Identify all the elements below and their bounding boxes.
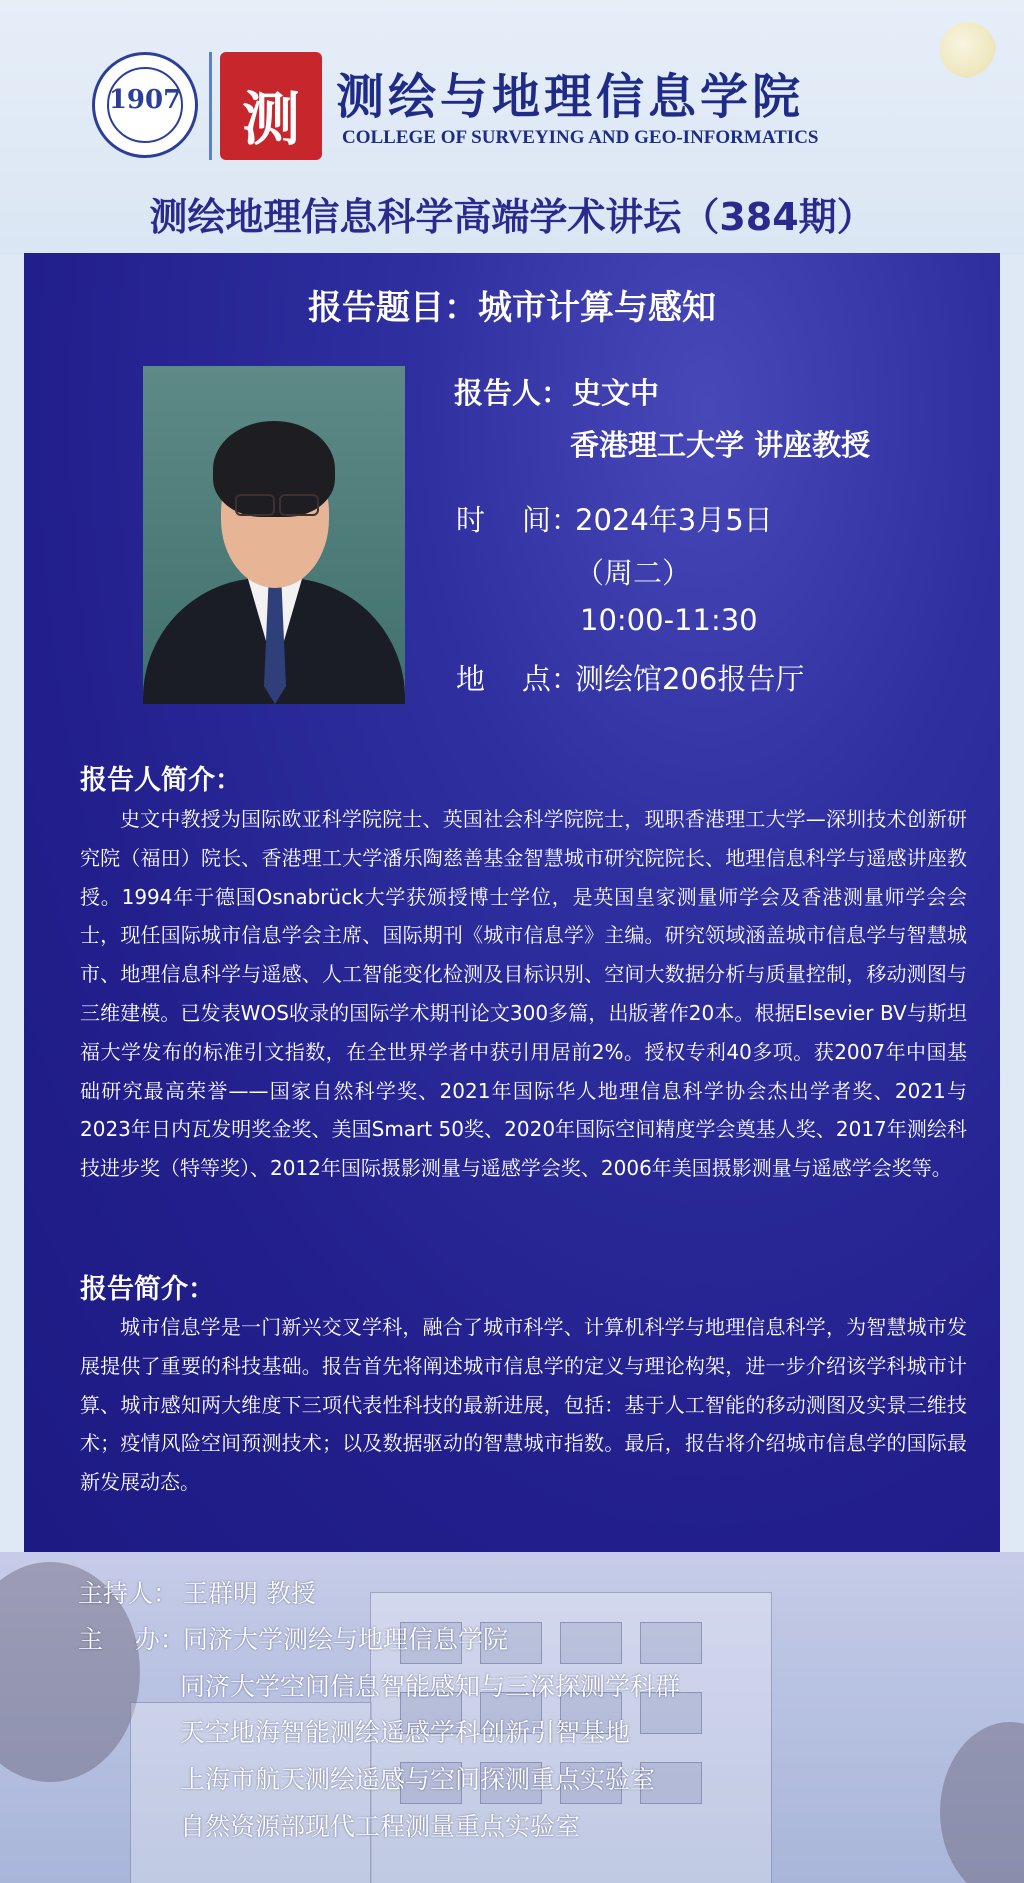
sponsor-item: 同济大学空间信息智能感知与三深探测学科群 <box>180 1672 681 1701</box>
college-name-en: COLLEGE OF SURVEYING AND GEO-INFORMATICS <box>342 127 819 148</box>
main-panel <box>24 253 1000 1553</box>
forum-title: 测绘地理信息科学高端学术讲坛（384期） <box>149 195 875 239</box>
moon-decoration <box>940 22 996 78</box>
abstract-text: 城市信息学是一门新兴交叉学科，融合了城市科学、计算机科学与地理信息科学，为智慧城市发展提供了重要的科技基础。报告首先将阐述城市信息学的定义与理论构架，进一步介绍该学科城市计算、城市感知两大维度下三项代表性科技的最新进展，包括：基于人工智能的移动测图及实景三维技术；疫情风险空间预测技术；以及数据驱动的智慧城市指数。最后，报告将介绍城市信息学的国际最新发展动态。 <box>80 1315 967 1495</box>
tongji-university-seal-logo <box>92 52 198 158</box>
building-window <box>560 1622 622 1664</box>
logo-divider <box>209 52 212 160</box>
speaker-label: 报告人： <box>454 376 571 410</box>
bio-text: 史文中教授为国际欧亚科学院院士、英国社会科学院院士，现职香港理工大学—深圳技术创新研究院（福田）院长、香港理工大学潘乐陶慈善基金智慧城市研究院院长、地理信息科学与遥感讲座教授。1994年于德国Osnabrück大学获颁授博士学位，是英国皇家测量师学会及香港测量师学会会士，现任国际城市信息学会主席、国际期刊《城市信息学》主编。研究领域涵盖城市信息学与智慧城市、地理信息科学与遥感、人工智能变化检测及目标识别、空间大数据分析与质量控制，移动测图与三维建模。已发表WOS收录的国际学术期刊论文300多篇，出版著作20本。根据Elsevier BV与斯坦福大学发布的标准引文指数，在全世界学者中获引用居前2%。授权专利40多项。获2007年中国基础研究最高荣誉——国家自然科学奖、2021年国际华人地理信息科学协会杰出学者奖、2021与2023年日内瓦发明奖金奖、美国Smart 50奖、2020年国际空间精度学会奠基人奖、2017年测绘科技进步奖（特等奖）、2012年国际摄影测量与遥感学会奖、2006年美国摄影测量与遥感学会奖等。 <box>80 807 967 1181</box>
abstract-heading: 报告简介： <box>80 1274 215 1305</box>
header <box>0 0 1024 255</box>
speaker-affiliation: 香港理工大学 讲座教授 <box>570 428 871 462</box>
speaker-photo <box>143 366 405 704</box>
place-label: 地 点： <box>456 662 580 696</box>
sponsor-item: 天空地海智能测绘遥感学科创新引智基地 <box>180 1718 631 1747</box>
place-value: 测绘馆206报告厅 <box>575 662 805 696</box>
seal-mark: 1907 <box>108 85 182 115</box>
report-title: 报告题目：城市计算与感知 <box>308 288 716 328</box>
photo-glasses-right <box>279 494 319 516</box>
time-label: 时 间： <box>456 503 580 537</box>
bio-heading: 报告人简介： <box>80 765 242 796</box>
building-window <box>640 1622 702 1664</box>
tree-right-decoration <box>940 1722 1024 1883</box>
time-value: 10:00-11:30 <box>580 603 758 637</box>
speaker-name: 史文中 <box>572 376 660 410</box>
date-value: 2024年3月5日 <box>575 503 773 537</box>
sponsor-label: 主 办： <box>78 1625 185 1654</box>
host-label: 主持人： <box>78 1579 179 1608</box>
sponsor-item: 上海市航天测绘遥感与空间探测重点实验室 <box>180 1765 656 1794</box>
sponsor-item: 同济大学测绘与地理信息学院 <box>183 1625 509 1654</box>
college-name-cn: 测绘与地理信息学院 <box>336 69 805 125</box>
building-background <box>0 1552 1024 1883</box>
photo-glasses-left <box>235 494 275 516</box>
host-name: 王群明 教授 <box>183 1579 316 1608</box>
college-red-seal-logo <box>220 52 322 160</box>
weekday-value: （周二） <box>575 556 692 590</box>
college-logo-mark: 测 <box>241 85 300 153</box>
sponsor-item: 自然资源部现代工程测量重点实验室 <box>180 1812 581 1841</box>
